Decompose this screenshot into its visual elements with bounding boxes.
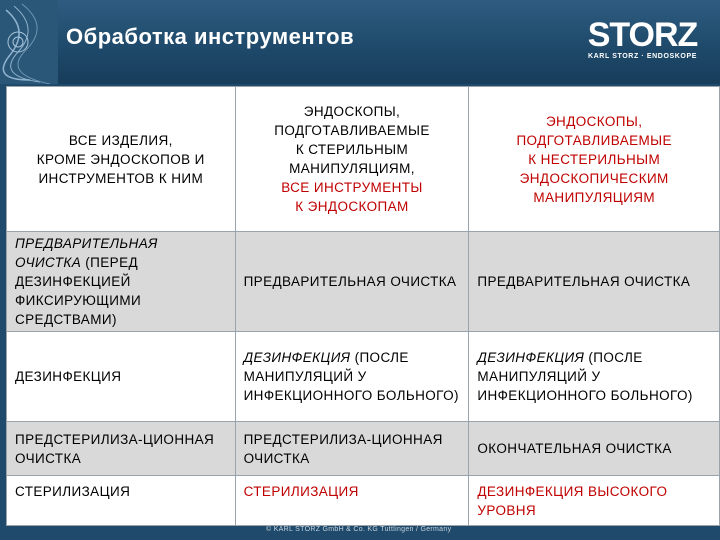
header-line-red: ВСЕ ИНСТРУМЕНТЫ [281,180,423,195]
row1-cell2: ПРЕДВАРИТЕЛЬНАЯ ОЧИСТКА [235,232,469,332]
italic-term: ДЕЗИНФЕКЦИЯ [477,350,585,365]
cell-text: (ПЕРЕД ДЕЗИНФЕКЦИЕЙ ФИКСИРУЮЩИМИ СРЕДСТВАМИ) [15,255,142,327]
header-cell-all-items [7,87,236,232]
header-line-red: ЭНДОСКОПИЧЕСКИМ [519,170,669,186]
table-header-row [7,87,720,232]
table-row [7,422,720,476]
slide-header [0,0,720,84]
row2-cell1: ДЕЗИНФЕКЦИЯ [7,332,236,422]
decorative-wave-icon [0,0,58,84]
row1-cell1 [7,232,236,332]
processing-table [6,86,720,526]
header-line: ВСЕ ИЗДЕЛИЯ, [68,132,173,148]
header-line: МАНИПУЛЯЦИЯМ, [289,161,415,176]
italic-term: ПРЕДВАРИТЕЛЬНАЯ ОЧИСТКА [15,236,158,270]
row2-cell2 [235,332,469,422]
row1-cell3: ПРЕДВАРИТЕЛЬНАЯ ОЧИСТКА [469,232,720,332]
storz-logo [580,16,705,60]
cell-text: (ПОСЛЕ МАНИПУЛЯЦИЙ У ИНФЕКЦИОННОГО БОЛЬНОГО) [243,350,459,403]
header-line-red: ПОДГОТАВЛИВАЕМЫЕ [516,132,672,148]
row3-cell3: ОКОНЧАТЕЛЬНАЯ ОЧИСТКА [469,422,720,476]
logo-sub-text: KARL STORZ · ENDOSKOPE [587,53,697,60]
row3-cell2: ПРЕДСТЕРИЛИЗА-ЦИОННАЯ ОЧИСТКА [235,422,469,476]
row3-cell1: ПРЕДСТЕРИЛИЗА-ЦИОННАЯ ОЧИСТКА [7,422,236,476]
header-line-red: К НЕСТЕРИЛЬНЫМ [528,151,661,167]
italic-term: ДЕЗИНФЕКЦИЯ [243,350,351,365]
row4-cell2: СТЕРИЛИЗАЦИЯ [235,476,469,526]
header-line: ПОДГОТАВЛИВАЕМЫЕ [274,123,430,138]
page-title: Обработка инструментов [66,24,355,49]
copyright-footer: © KARL STORZ GmbH & Co. KG Tuttlingen / Germany [266,526,452,533]
header-line: КРОМЕ ЭНДОСКОПОВ И [36,151,205,167]
header-line: К СТЕРИЛЬНЫМ [295,142,409,157]
row4-cell1: СТЕРИЛИЗАЦИЯ [7,476,236,526]
header-cell-sterile-endoscopes [235,87,469,232]
header-line-red: К ЭНДОСКОПАМ [295,199,409,214]
table-row [7,332,720,422]
header-line: ЭНДОСКОПЫ, [303,104,401,119]
header-line: ИНСТРУМЕНТОВ К НИМ [38,170,204,186]
header-line-red: МАНИПУЛЯЦИЯМ [533,189,656,205]
row4-cell3: ДЕЗИНФЕКЦИЯ ВЫСОКОГО УРОВНЯ [469,476,720,526]
table-row [7,232,720,332]
header-cell-nonsterile-endoscopes [469,87,720,232]
header-line-red: ЭНДОСКОПЫ, [545,113,643,129]
logo-main-text: STORZ [587,16,698,54]
table-row [7,476,720,526]
row2-cell3 [469,332,720,422]
cell-text: (ПОСЛЕ МАНИПУЛЯЦИЙ У ИНФЕКЦИОННОГО БОЛЬНОГО) [477,350,693,403]
